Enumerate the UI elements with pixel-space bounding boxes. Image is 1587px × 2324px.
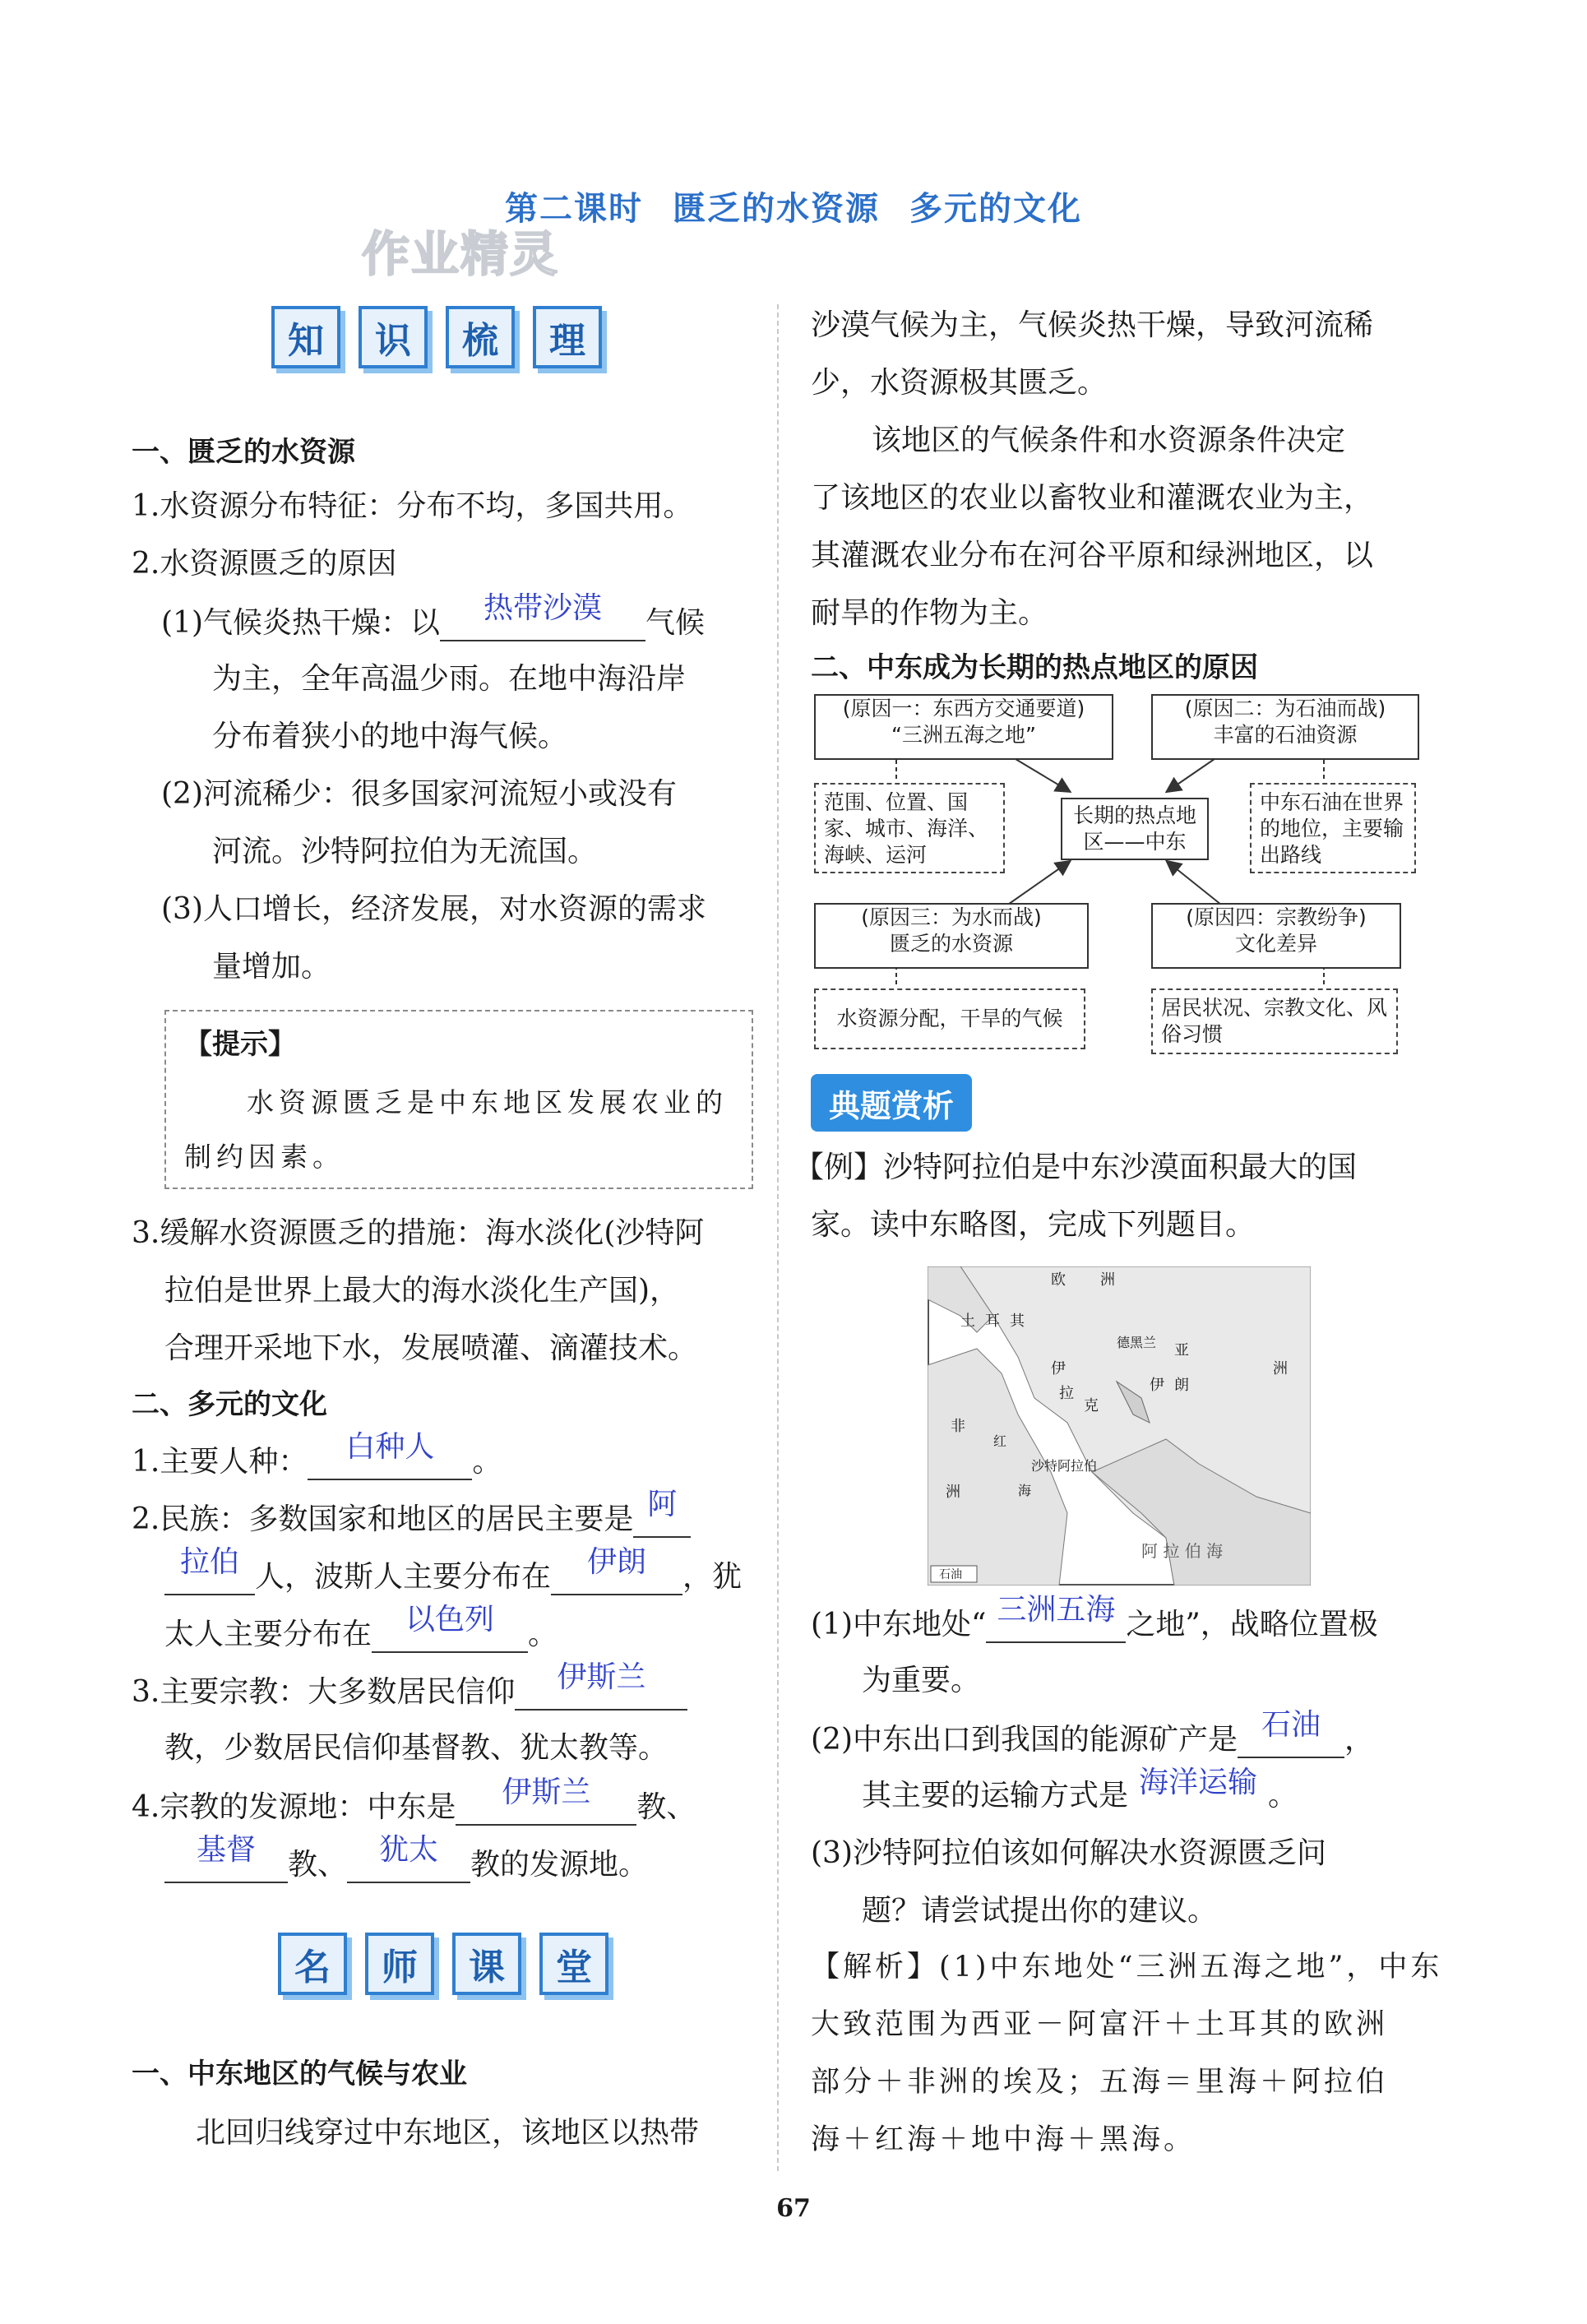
text: 教的发源地。 (470, 1848, 649, 1882)
map-label: 德黑兰 (1117, 1335, 1157, 1350)
header-char: 知 (271, 306, 340, 368)
heading-hotspot: 二、中东成为长期的热点地区的原因 (811, 651, 1258, 684)
title-lesson: 第二课时 (505, 190, 643, 228)
text: 。 (472, 1445, 502, 1479)
text: 3.主要宗教：大多数居民信仰 (132, 1675, 516, 1709)
map-label: 克 (1084, 1397, 1099, 1414)
header-char: 理 (533, 306, 602, 368)
reason-4-detail: 居民状况、宗教文化、风俗习惯 (1151, 988, 1398, 1054)
hotspot-diagram (814, 694, 1423, 1056)
reason-2-title: (原因二：为石油而战) (1184, 697, 1386, 720)
header-char: 梳 (446, 306, 515, 368)
text-line (811, 1708, 1375, 1758)
page-title (0, 183, 1587, 229)
text: 2.民族：多数国家和地区的居民主要是 (132, 1502, 634, 1536)
text-line: 量增加。 (212, 950, 331, 984)
map-label: 拉 (1059, 1385, 1074, 1402)
section-header-zhishi (271, 306, 602, 368)
column-divider (777, 304, 779, 2171)
reason-3-title: (原因三：为水而战) (861, 905, 1042, 929)
answer-blank (551, 1545, 682, 1595)
text: 教、 (288, 1848, 348, 1882)
header-char: 识 (359, 306, 428, 368)
analysis-line: 大致范围为西亚－阿富汗＋土耳其的欧洲 (811, 2008, 1389, 2041)
answer-blank (164, 1833, 288, 1883)
text-line: 沙漠气候为主，气候炎热干燥，导致河流稀 (811, 308, 1374, 342)
text-line: 合理开采地下水，发展喷灌、滴灌技术。 (164, 1331, 698, 1365)
map-label: 沙特阿拉伯 (1031, 1458, 1098, 1474)
answer-blank (440, 591, 645, 641)
answer: 三洲五海 (997, 1593, 1116, 1627)
title-topic2: 多元的文化 (909, 190, 1082, 228)
text-line (132, 1775, 696, 1826)
header-char: 师 (365, 1933, 434, 1995)
text-line: 1.水资源分布特征：分布不均，多国共用。 (132, 489, 693, 523)
map-label: 洲 (1273, 1360, 1288, 1377)
text: ，犹 (682, 1560, 743, 1594)
text-line: 其灌溉农业分布在河谷平原和绿洲地区，以 (811, 539, 1374, 572)
text: 1.主要人种： (132, 1445, 308, 1479)
header-char: 课 (452, 1933, 521, 1995)
answer: 犹太 (379, 1833, 439, 1867)
answer-blank (456, 1775, 636, 1826)
answer: 基督 (196, 1833, 256, 1867)
text: 人，波斯人主要分布在 (255, 1560, 552, 1594)
text-line: 3.缓解水资源匮乏的措施：海水淡化(沙特阿 (132, 1216, 705, 1250)
text-line: 题？请尝试提出你的建议。 (862, 1894, 1218, 1928)
reason-1-text: “三洲五海之地” (891, 723, 1036, 747)
map-label: 非 (951, 1418, 965, 1435)
answer: 伊斯兰 (557, 1660, 646, 1694)
map-label: 其 (1010, 1312, 1025, 1330)
text: 之地”，战略位置极 (1126, 1608, 1378, 1641)
text-line: 教，少数居民信仰基督教、犹太教等。 (164, 1731, 669, 1765)
text-line: 【例】沙特阿拉伯是中东沙漠面积最大的国 (794, 1150, 1358, 1184)
reason-2-detail: 中东石油在世界的地位，主要输出路线 (1250, 783, 1416, 873)
text: 。 (528, 1618, 558, 1651)
text: 教、 (636, 1790, 696, 1824)
answer: 海洋运输 (1139, 1766, 1258, 1799)
answer-blank (1128, 1766, 1268, 1814)
map-label: 海 (1018, 1483, 1032, 1498)
text-line (862, 1766, 1298, 1814)
tip-box (164, 1010, 753, 1189)
text-line: 了该地区的农业以畜牧业和灌溉农业为主， (811, 481, 1374, 515)
text-line (164, 1833, 649, 1883)
map-label: 洲 (1100, 1271, 1115, 1289)
answer: 以色列 (405, 1603, 495, 1637)
reason-1-detail: 范围、位置、国家、城市、海洋、海峡、运河 (814, 783, 1005, 873)
text: 气候 (645, 606, 706, 640)
reason-2-text: 丰富的石油资源 (1213, 723, 1358, 747)
text-line: 为重要。 (862, 1664, 981, 1697)
tip-title: 【提示】 (184, 1028, 296, 1061)
reason-1-box (814, 694, 1113, 760)
answer-blank (372, 1603, 528, 1653)
text: ， (1344, 1723, 1375, 1757)
answer: 伊斯兰 (502, 1775, 591, 1809)
map-label: 洲 (946, 1484, 960, 1501)
tip-text: 水资源匮乏是中东地区发展农业的制约因素。 (184, 1086, 728, 1173)
header-char: 名 (278, 1933, 347, 1995)
page-number: 67 (776, 2194, 811, 2223)
text-line (132, 1430, 502, 1480)
watermark: 作业精灵 (362, 226, 560, 282)
text-line: (3)沙特阿拉伯该如何解决水资源匮乏问 (811, 1836, 1326, 1870)
title-topic1: 匮乏的水资源 (673, 190, 880, 228)
map-label: 阿 拉 伯 海 (1141, 1541, 1224, 1561)
answer: 阿 (647, 1488, 678, 1521)
text-line: 拉伯是世界上最大的海水淡化生产国)， (164, 1274, 680, 1308)
answer: 白种人 (345, 1430, 435, 1464)
text: (1)气候炎热干燥：以 (161, 606, 440, 640)
text-line: 少，水资源极其匮乏。 (811, 366, 1108, 400)
reason-1-title: (原因一：东西方交通要道) (842, 697, 1085, 720)
reason-4-text: 文化差异 (1234, 932, 1317, 956)
map-label: 伊 (1150, 1377, 1164, 1394)
answer-blank (515, 1660, 687, 1711)
reason-4-title: (原因四：宗教纷争) (1186, 905, 1367, 929)
reason-3-box (814, 903, 1089, 969)
map-label: 耳 (985, 1312, 1000, 1330)
text-line: 家。读中东略图，完成下列题目。 (811, 1208, 1256, 1242)
text-line (132, 1488, 691, 1538)
text: 其主要的运输方式是 (862, 1779, 1129, 1812)
text-line (132, 1660, 687, 1711)
example-badge: 典题赏析 (811, 1074, 972, 1132)
text: 。 (1268, 1779, 1298, 1812)
text-line: (2)河流稀少：很多国家河流短小或没有 (161, 777, 677, 811)
text-line: 分布着狭小的地中海气候。 (212, 720, 568, 753)
text: (2)中东出口到我国的能源矿产是 (811, 1723, 1238, 1757)
section-header-mingshi (278, 1933, 608, 1995)
answer-blank (633, 1488, 691, 1538)
text-line: 河流。沙特阿拉伯为无流国。 (212, 835, 598, 868)
answer-blank (986, 1593, 1126, 1643)
heading-climate: 一、中东地区的气候与农业 (132, 2058, 467, 2090)
analysis-line: 部分＋非洲的埃及；五海＝里海＋阿拉伯 (811, 2066, 1389, 2099)
heading-culture: 二、多元的文化 (132, 1388, 327, 1421)
text-line: 北回归线穿过中东地区，该地区以热带 (196, 2116, 700, 2150)
answer-blank (347, 1833, 470, 1883)
text: 太人主要分布在 (164, 1618, 372, 1651)
text-line (164, 1603, 558, 1653)
text: 4.宗教的发源地：中东是 (132, 1790, 456, 1824)
map-legend: 石油 (939, 1568, 962, 1581)
header-char: 堂 (539, 1933, 608, 1995)
answer: 热带沙漠 (483, 591, 602, 625)
answer-blank (164, 1545, 255, 1595)
reason-3-text: 匮乏的水资源 (889, 932, 1013, 956)
map-label: 朗 (1174, 1377, 1189, 1394)
answer: 拉伯 (179, 1545, 239, 1579)
answer-blank (308, 1430, 472, 1480)
heading-water: 一、匮乏的水资源 (132, 436, 355, 469)
text: (1)中东地处“ (811, 1608, 987, 1641)
map-label: 红 (993, 1433, 1007, 1449)
answer-blank (1238, 1708, 1344, 1758)
map-label: 亚 (1174, 1342, 1189, 1359)
answer: 伊朗 (587, 1545, 647, 1579)
reason-4-box (1151, 903, 1401, 969)
text-line (161, 591, 706, 641)
middle-east-map (928, 1266, 1311, 1586)
reason-2-box (1151, 694, 1419, 760)
text-line: 为主，全年高温少雨。在地中海沿岸 (212, 662, 687, 696)
map-label: 欧 (1051, 1271, 1066, 1289)
analysis-line: 【解析】(1)中东地处“三洲五海之地”，中东 (811, 1951, 1443, 1984)
answer: 石油 (1261, 1708, 1321, 1742)
text-line: (3)人口增长，经济发展，对水资源的需求 (161, 892, 706, 926)
text-line (811, 1593, 1378, 1643)
text-line: 该地区的气候条件和水资源条件决定 (872, 424, 1346, 457)
map-label: 土 (960, 1312, 975, 1330)
reason-3-detail: 水资源分配，干旱的气候 (814, 988, 1085, 1049)
text-line (164, 1545, 743, 1595)
analysis-line: 海＋红海＋地中海＋黑海。 (811, 2123, 1196, 2156)
text-line: 耐旱的作物为主。 (811, 596, 1048, 630)
center-box: 长期的热点地区——中东 (1061, 798, 1209, 860)
text-line: 2.水资源匮乏的原因 (132, 547, 397, 581)
map-label: 伊 (1051, 1360, 1066, 1377)
